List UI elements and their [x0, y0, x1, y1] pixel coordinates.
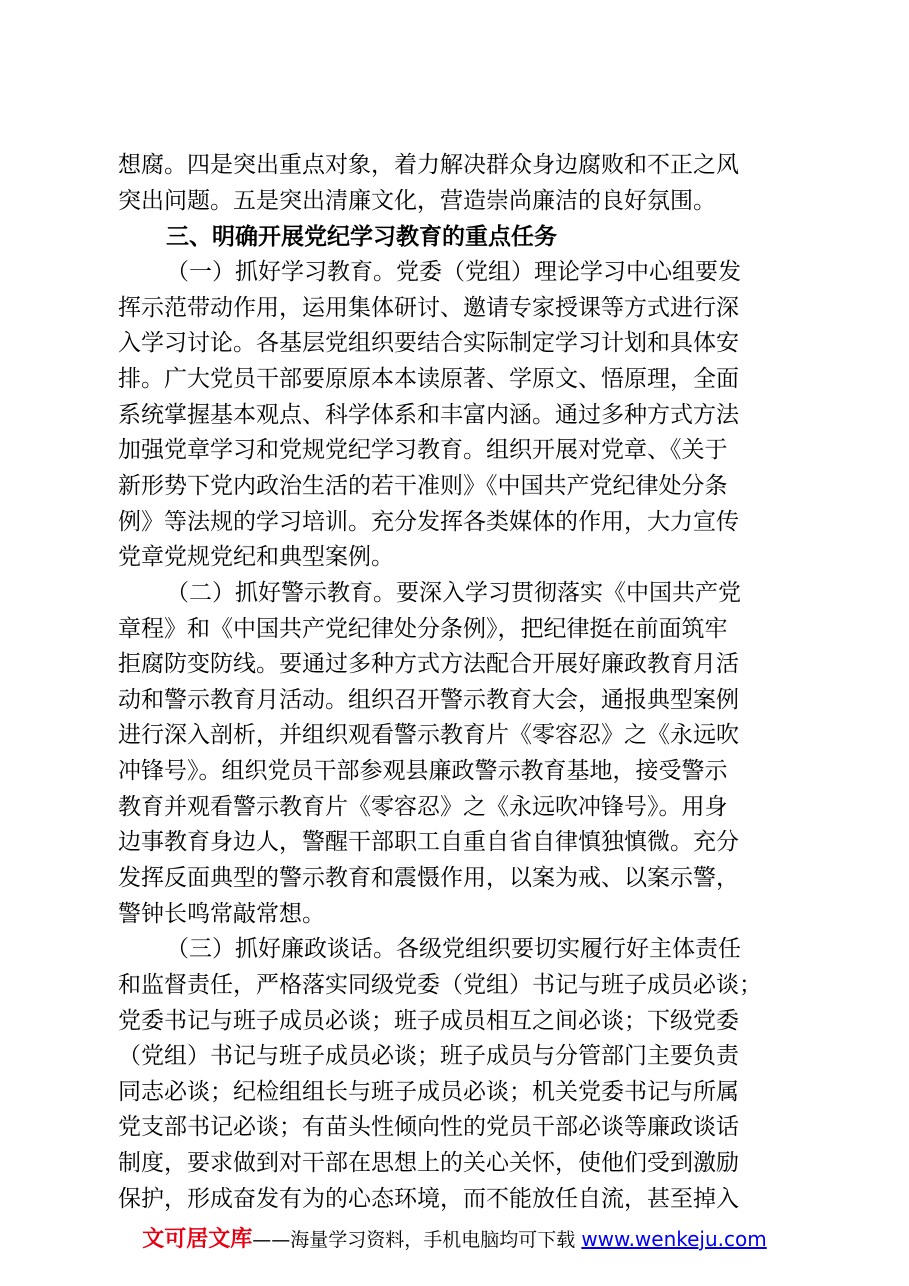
body-line: 新形势下党内政治生活的若干准则》《中国共产党纪律处分条 [118, 473, 728, 499]
body-line: 党章党规党纪和典型案例。 [118, 544, 394, 570]
subsection-line: （二）抓好警示教育。要深入学习贯彻落实《中国共产党 [166, 580, 741, 606]
body-line: 加强党章学习和党规党纪学习教育。组织开展对党章、《关于 [118, 437, 728, 463]
body-line: 动和警示教育月活动。组织召开警示教育大会，通报典型案例 [118, 687, 739, 713]
body-line: 入学习讨论。各基层党组织要结合实际制定学习计划和具体安 [118, 330, 739, 356]
body-line: 想腐。四是突出重点对象，着力解决群众身边腐败和不正之风 [118, 152, 739, 178]
subsection-line: （一）抓好学习教育。党委（党组）理论学习中心组要发 [166, 259, 741, 285]
body-line: 例》等法规的学习培训。充分发挥各类媒体的作用，大力宣传 [118, 509, 739, 535]
footer-brand: 文可居文库 [142, 1227, 253, 1252]
body-line: 教育并观看警示教育片《零容忍》之《永远吹冲锋号》。用身 [118, 794, 728, 820]
footer-banner [0, 1224, 909, 1255]
body-line: 挥示范带动作用，运用集体研讨、邀请专家授课等方式进行深 [118, 295, 739, 321]
footer-tagline: ——海量学习资料，手机电脑均可下载 [252, 1229, 576, 1251]
body-line: 拒腐防变防线。要通过多种方式方法配合开展好廉政教育月活 [118, 651, 739, 677]
body-line: 冲锋号》。组织党员干部参观县廉政警示教育基地，接受警示 [118, 758, 728, 784]
body-line: 排。广大党员干部要原原本本读原著、学原文、悟原理，全面 [118, 366, 739, 392]
body-line: 同志必谈；纪检组组长与班子成员必谈；机关党委书记与所属 [118, 1079, 739, 1105]
body-line: 突出问题。五是突出清廉文化，营造崇尚廉洁的良好氛围。 [118, 188, 716, 214]
body-line: 和监督责任，严格落实同级党委（党组）书记与班子成员必谈； [118, 972, 762, 998]
body-line: 党支部书记必谈；有苗头性倾向性的党员干部必谈等廉政谈话 [118, 1114, 739, 1140]
body-line: 制度，要求做到对干部在思想上的关心关怀，使他们受到激励 [118, 1150, 739, 1176]
section-heading: 三、明确开展党纪学习教育的重点任务 [166, 224, 557, 250]
body-line: 系统掌握基本观点、科学体系和丰富内涵。通过多种方式方法 [118, 402, 739, 428]
body-line: 党委书记与班子成员必谈；班子成员相互之间必谈；下级党委 [118, 1008, 739, 1034]
body-line: 进行深入剖析，并组织观看警示教育片《零容忍》之《永远吹 [118, 722, 739, 748]
body-line: 警钟长鸣常敲常想。 [118, 901, 325, 927]
body-line: 边事教育身边人，警醒干部职工自重自省自律慎独慎微。充分 [118, 829, 739, 855]
body-line: 发挥反面典型的警示教育和震慑作用，以案为戒、以案示警， [118, 865, 739, 891]
body-line: 保护，形成奋发有为的心态环境，而不能放任自流，甚至掉入 [118, 1186, 739, 1212]
body-line: （党组）书记与班子成员必谈；班子成员与分管部门主要负责 [118, 1043, 739, 1069]
subsection-line: （三）抓好廉政谈话。各级党组织要切实履行好主体责任 [166, 936, 741, 962]
body-line: 章程》和《中国共产党纪律处分条例》，把纪律挺在前面筑牢 [118, 616, 728, 642]
footer-link[interactable]: www.wenkeju.com [581, 1227, 767, 1251]
